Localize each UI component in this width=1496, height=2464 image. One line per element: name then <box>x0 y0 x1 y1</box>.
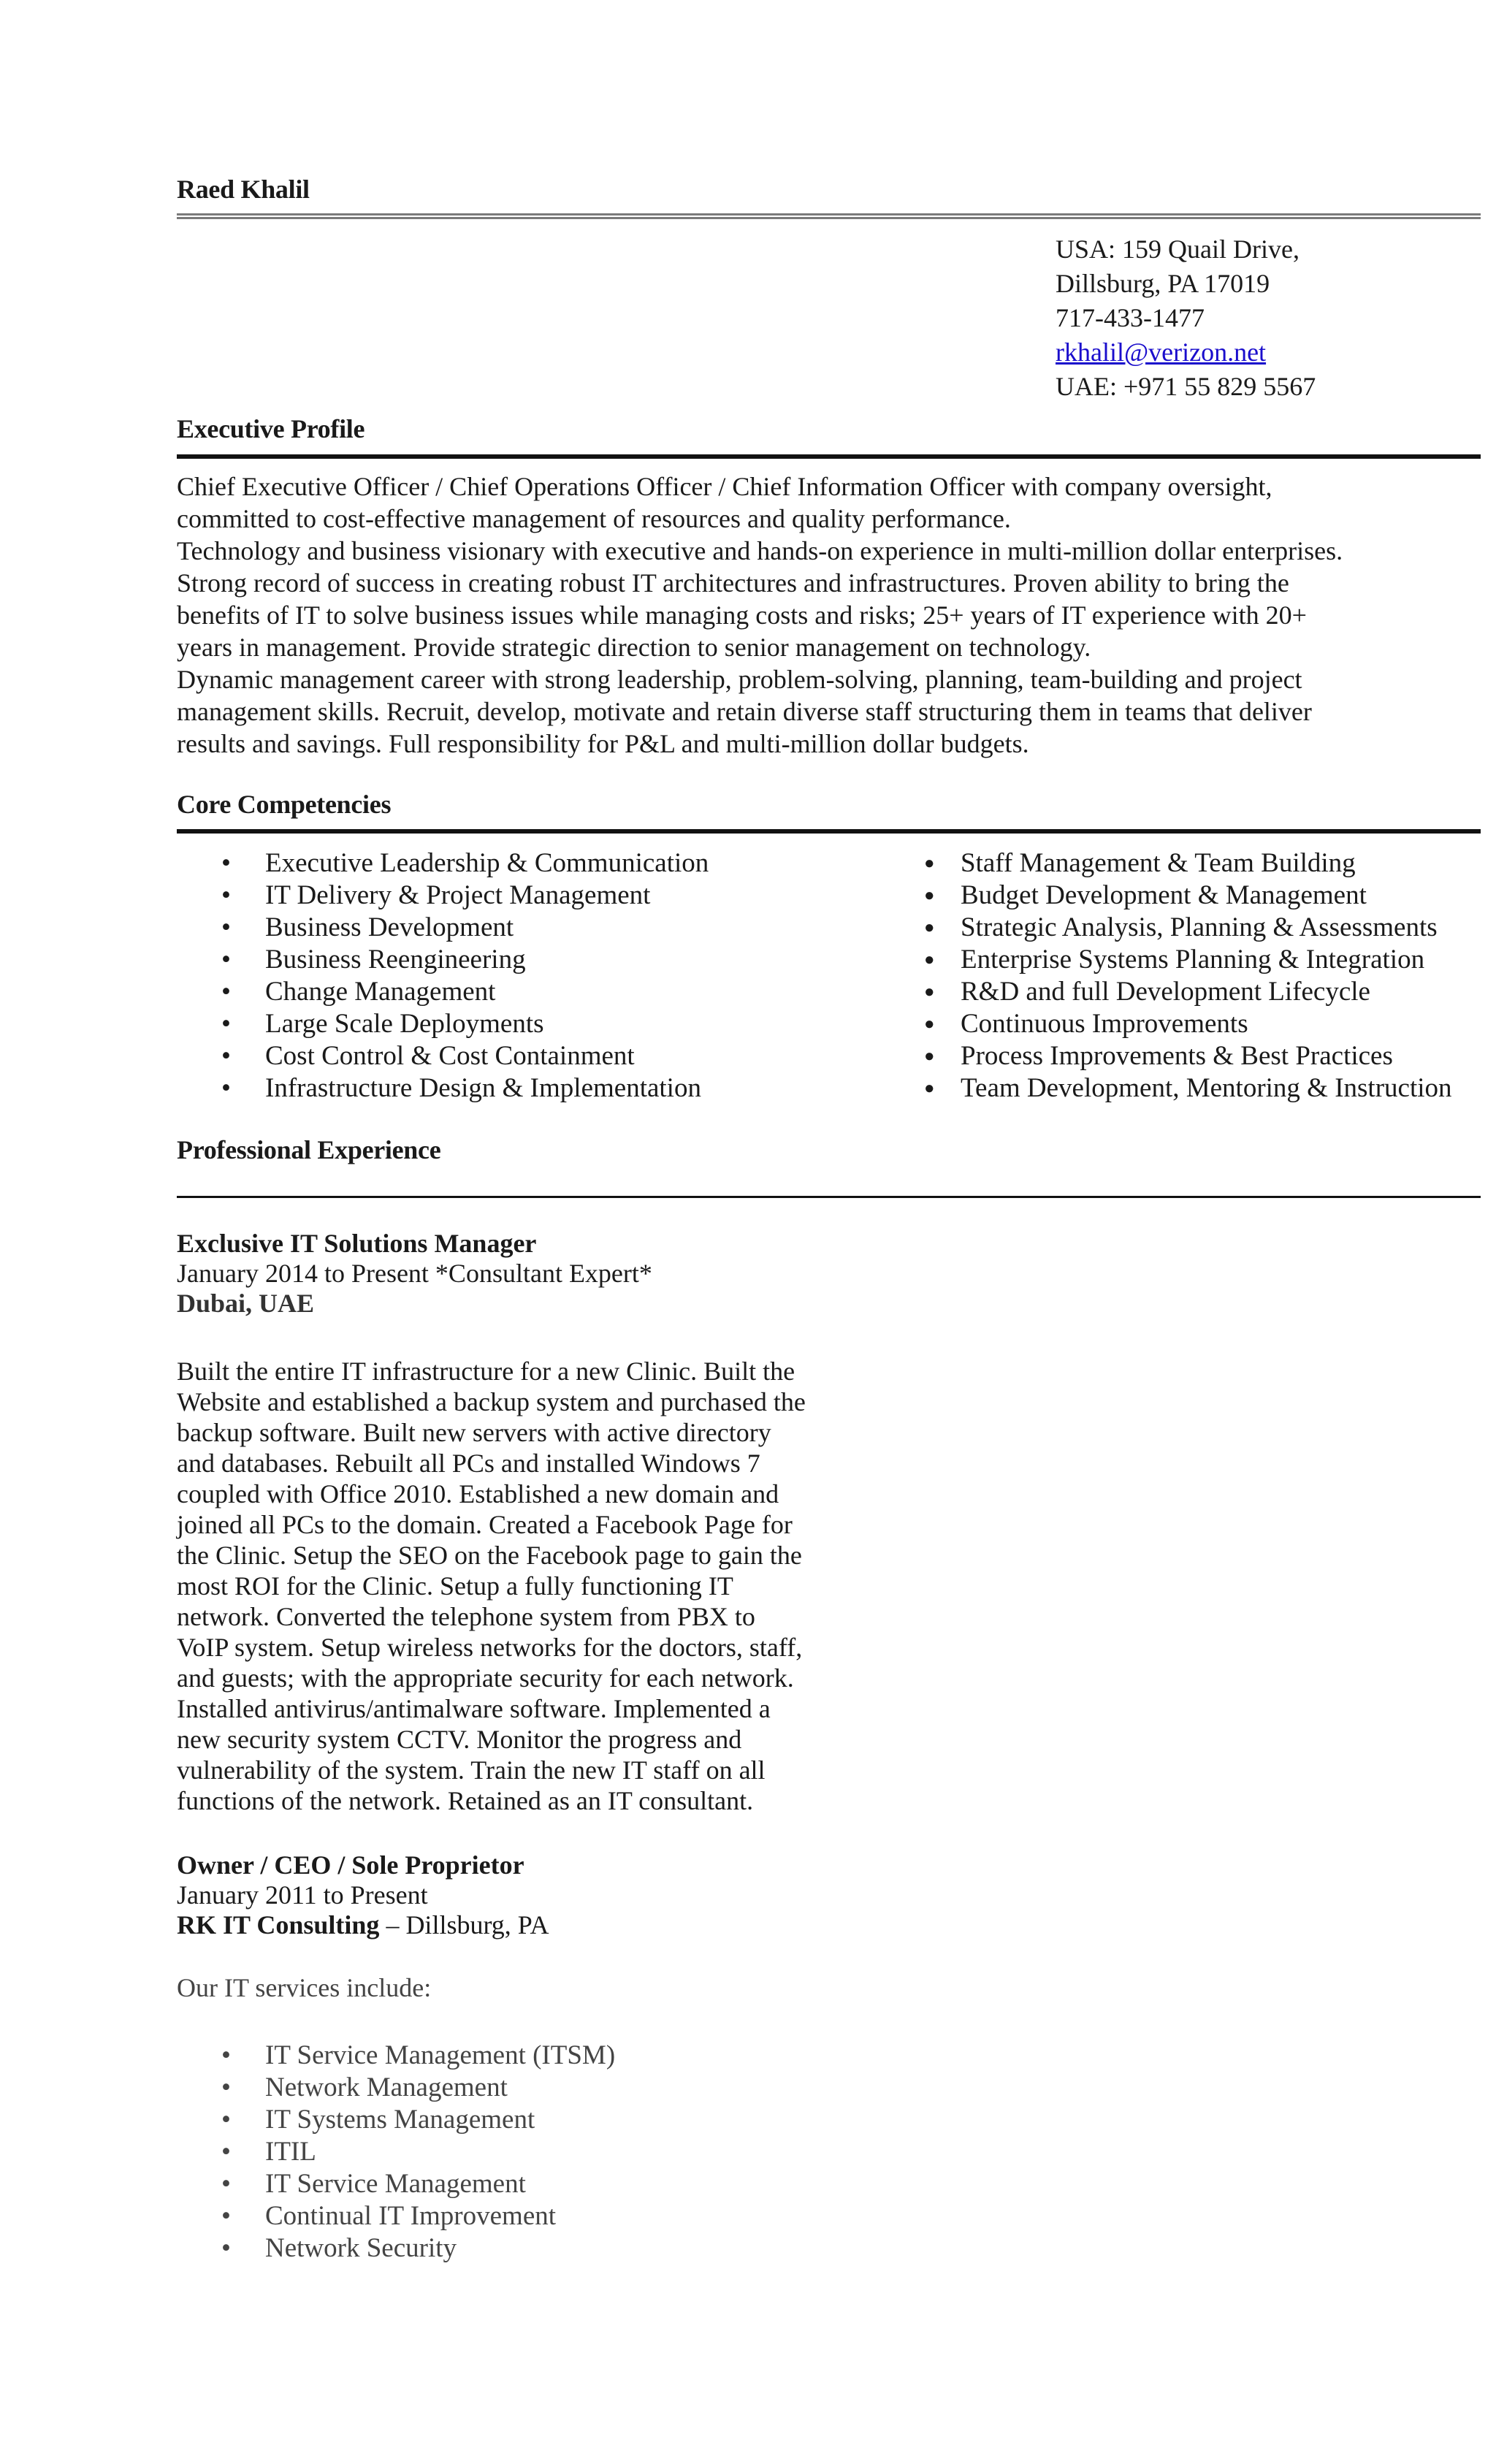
description-line: vulnerability of the system. Train the new IT staff on all <box>177 1755 766 1785</box>
list-item: • Continual IT Improvement <box>265 2200 615 2232</box>
description-line: functions of the network. Retained as an IT consultant. <box>177 1786 754 1815</box>
list-item: • Business Reengineering <box>265 944 709 976</box>
list-item: • IT Systems Management <box>265 2104 615 2136</box>
profile-line: years in management. Provide strategic direction to senior management on technology. <box>177 633 1091 662</box>
job-title: Exclusive IT Solutions Manager <box>177 1229 537 1258</box>
contact-block <box>1056 232 1316 404</box>
profile-line: results and savings. Full responsibility for P&L and multi-million dollar budgets. <box>177 729 1029 758</box>
list-item: ● Continuous Improvements <box>961 1008 1452 1040</box>
job-dates: January 2011 to Present <box>177 1880 428 1910</box>
description-line: Installed antivirus/antimalware software. Implemented a <box>177 1694 771 1723</box>
job-2-header <box>177 1850 549 1940</box>
services-intro: Our IT services include: <box>177 1973 432 2002</box>
executive-profile-text <box>177 470 1419 760</box>
address-line-2: Dillsburg, PA 17019 <box>1056 269 1270 298</box>
list-item: ● Staff Management & Team Building <box>961 847 1452 880</box>
list-item: • Executive Leadership & Communication <box>265 847 709 880</box>
list-item: ● Enterprise Systems Planning & Integration <box>961 944 1452 976</box>
phone-number: 717-433-1477 <box>1056 303 1205 332</box>
list-item: • IT Delivery & Project Management <box>265 880 709 912</box>
description-line: Website and established a backup system and purchased the <box>177 1387 806 1416</box>
profile-line: benefits of IT to solve business issues while managing costs and risks; 25+ years of IT experience with 20+ <box>177 600 1307 630</box>
description-line: Built the entire IT infrastructure for a new Clinic. Built the <box>177 1357 795 1386</box>
list-item: • ITIL <box>265 2136 615 2168</box>
address-line-1: USA: 159 Quail Drive, <box>1056 234 1300 264</box>
profile-line: Strong record of success in creating robust IT architectures and infrastructures. Proven ability to bring the <box>177 568 1289 598</box>
job-1-header <box>177 1229 652 1319</box>
company-line <box>177 1910 549 1940</box>
description-line: joined all PCs to the domain. Created a Facebook Page for <box>177 1510 793 1539</box>
list-item: ● Team Development, Mentoring & Instruction <box>961 1072 1452 1105</box>
profile-line: management skills. Recruit, develop, motivate and retain diverse staff structuring them in teams that deliver <box>177 697 1312 726</box>
job-title: Owner / CEO / Sole Proprietor <box>177 1850 524 1880</box>
description-line: most ROI for the Clinic. Setup a fully functioning IT <box>177 1571 733 1601</box>
list-item: • Large Scale Deployments <box>265 1008 709 1040</box>
list-item: ● Strategic Analysis, Planning & Assessments <box>961 912 1452 944</box>
list-item: • Change Management <box>265 976 709 1008</box>
company-name: RK IT Consulting <box>177 1910 380 1939</box>
list-item: • Network Management <box>265 2072 615 2104</box>
description-line: coupled with Office 2010. Established a new domain and <box>177 1479 779 1508</box>
profile-line: Technology and business visionary with executive and hands-on experience in multi-million dollar enterprises. <box>177 536 1343 565</box>
company-location: – Dillsburg, PA <box>379 1910 549 1939</box>
uae-phone: UAE: +971 55 829 5567 <box>1056 372 1316 401</box>
job-location: Dubai, UAE <box>177 1289 315 1318</box>
profile-line: Dynamic management career with strong leadership, problem-solving, planning, team-building and project <box>177 665 1302 694</box>
list-item: ● Budget Development & Management <box>961 880 1452 912</box>
description-line: and guests; with the appropriate security for each network. <box>177 1663 794 1693</box>
description-line: new security system CCTV. Monitor the progress and <box>177 1725 742 1754</box>
description-line: network. Converted the telephone system from PBX to <box>177 1602 755 1631</box>
list-item: • Cost Control & Cost Containment <box>265 1040 709 1072</box>
executive-profile-heading: Executive Profile <box>177 414 365 443</box>
core-competencies-heading: Core Competencies <box>177 790 392 819</box>
list-item: • Network Security <box>265 2232 615 2265</box>
list-item: • Business Development <box>265 912 709 944</box>
list-item: ● Process Improvements & Best Practices <box>961 1040 1452 1072</box>
list-item: ● R&D and full Development Lifecycle <box>961 976 1452 1008</box>
job-1-description <box>177 1356 834 1816</box>
profile-line: committed to cost-effective management of resources and quality performance. <box>177 504 1011 533</box>
list-item: • IT Service Management (ITSM) <box>265 2040 615 2072</box>
email-link[interactable]: rkhalil@verizon.net <box>1056 337 1267 367</box>
description-line: and databases. Rebuilt all PCs and installed Windows 7 <box>177 1449 760 1478</box>
profile-line: Chief Executive Officer / Chief Operations Officer / Chief Information Officer with company oversight, <box>177 472 1272 501</box>
services-list <box>265 2040 615 2265</box>
competencies-left-list <box>265 847 709 1105</box>
description-line: backup software. Built new servers with active directory <box>177 1418 771 1447</box>
description-line: the Clinic. Setup the SEO on the Facebook page to gain the <box>177 1541 802 1570</box>
list-item: • Infrastructure Design & Implementation <box>265 1072 709 1105</box>
candidate-name: Raed Khalil <box>177 175 310 204</box>
description-line: VoIP system. Setup wireless networks for the doctors, staff, <box>177 1633 803 1662</box>
professional-experience-heading: Professional Experience <box>177 1135 441 1164</box>
experience-divider <box>177 1196 1481 1198</box>
job-dates: January 2014 to Present *Consultant Expert* <box>177 1259 652 1288</box>
competencies-divider <box>177 829 1481 834</box>
competencies-right-list <box>961 847 1452 1105</box>
profile-divider <box>177 454 1481 459</box>
header-divider <box>177 213 1481 222</box>
list-item: • IT Service Management <box>265 2168 615 2200</box>
